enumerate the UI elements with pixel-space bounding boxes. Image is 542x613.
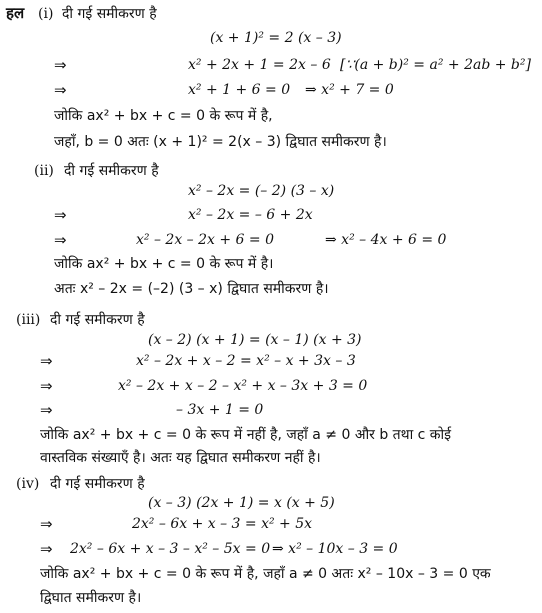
part-label: (i) [38,6,54,22]
form-statement: जोकि ax² + bx + c = 0 के रूप में है। [54,256,274,272]
given-equation: x² – 2x = (– 2) (3 – x) [188,183,335,199]
step-equation: 2x² – 6x + x – 3 – x² – 5x = 0 [70,541,271,557]
given-equation: (x – 3) (2x + 1) = x (x + 5) [148,495,335,511]
part-intro: दी गई समीकरण है [50,312,145,328]
step-equation: x² + 1 + 6 = 0 [188,82,291,98]
solution-heading: हल [6,4,25,22]
given-equation: (x + 1)² = 2 (x – 3) [210,30,342,46]
implies-arrow: ⇒ [40,377,53,395]
conclusion: वास्तविक संख्याएँ है। अतः यह द्विघात समीकरण नहीं है। [40,450,321,466]
part-label: (iii) [16,312,41,328]
step-result: ⇒ x² – 10x – 3 = 0 [272,541,398,557]
step-equation: x² – 2x + x – 2 = x² – x + 3x – 3 [136,353,356,369]
given-equation: (x – 2) (x + 1) = (x – 1) (x + 3) [148,332,362,348]
implies-arrow: ⇒ [40,401,53,419]
step-equation: x² + 2x + 1 = 2x – 6 [188,57,331,73]
identity-note: [∵(a + b)² = a² + 2ab + b²] [340,57,531,73]
implies-arrow: ⇒ [40,515,53,533]
form-statement: जोकि ax² + bx + c = 0 के रूप में है, [54,108,273,124]
step-equation: x² – 2x – 2x + 6 = 0 [136,232,274,248]
implies-arrow: ⇒ [54,231,67,249]
step-result: ⇒ x² + 7 = 0 [305,82,394,98]
part-label: (iv) [16,476,40,492]
implies-arrow: ⇒ [40,540,53,558]
part-intro: दी गई समीकरण है [64,163,159,179]
step-equation: 2x² – 6x + x – 3 = x² + 5x [132,516,313,532]
form-statement: जोकि ax² + bx + c = 0 के रूप में नहीं है, जहाँ a ≠ 0 और b तथा c कोई [40,427,452,443]
implies-arrow: ⇒ [54,206,67,224]
form-statement: जोकि ax² + bx + c = 0 के रूप में है, जहाँ a ≠ 0 अतः x² – 10x – 3 = 0 एक [40,566,491,582]
step-equation: – 3x + 1 = 0 [176,402,264,418]
step-result: ⇒ x² – 4x + 6 = 0 [325,232,447,248]
conclusion: द्विघात समीकरण है। [40,590,142,606]
step-equation: x² – 2x + x – 2 – x² + x – 3x + 3 = 0 [118,378,368,394]
implies-arrow: ⇒ [40,352,53,370]
part-intro: दी गई समीकरण है [62,6,157,22]
step-equation: x² – 2x = – 6 + 2x [188,207,313,223]
conclusion: जहाँ, b = 0 अतः (x + 1)² = 2(x – 3) द्विघात समीकरण है। [54,134,387,150]
conclusion: अतः x² – 2x = (–2) (3 – x) द्विघात समीकरण है। [54,281,329,297]
part-intro: दी गई समीकरण है [50,476,145,492]
part-label: (ii) [34,163,54,179]
implies-arrow: ⇒ [54,81,67,99]
implies-arrow: ⇒ [54,56,67,74]
